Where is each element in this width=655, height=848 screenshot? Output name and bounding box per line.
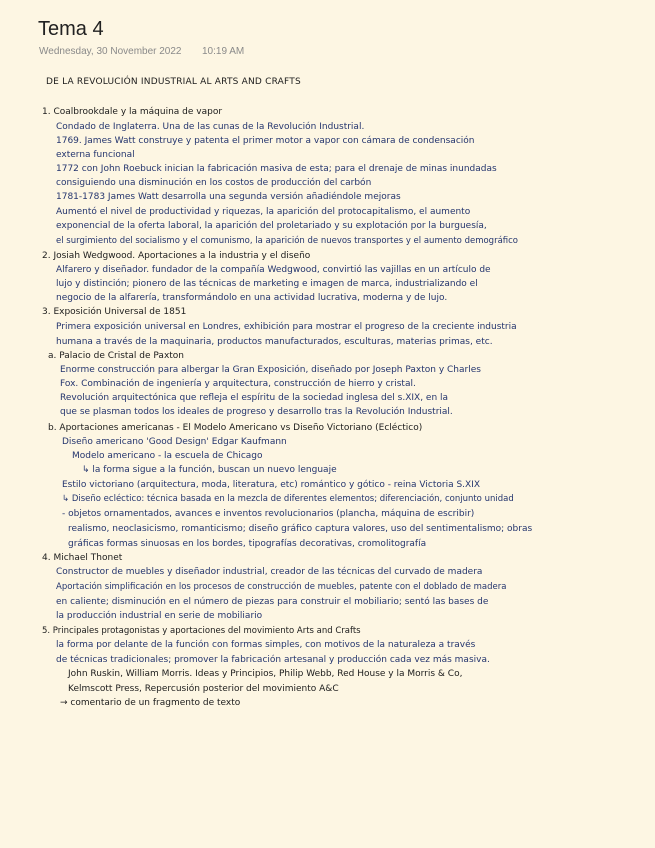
section-title: 4. Michael Thonet (42, 553, 123, 563)
note-line: John Ruskin, William Morris. Ideas y Principios, Philip Webb, Red House y la Morris & Co, (68, 669, 463, 679)
notes-heading: DE LA REVOLUCIÓN INDUSTRIAL AL ARTS AND CRAFTS (46, 77, 301, 87)
note-line: el surgimiento del socialismo y el comunismo, la aparición de nuevos transportes y el aumento demográfico (56, 236, 519, 246)
note-line: Enorme construcción para albergar la Gran Exposición, diseñado por Joseph Paxton y Charles (60, 365, 481, 375)
note-line: lujo y distinción; pionero de las técnicas de marketing e imagen de marca, industrializando el (56, 279, 478, 289)
subsection-title: a. Palacio de Cristal de Paxton (48, 351, 185, 361)
note-line: externa funcional (56, 150, 135, 160)
note-line: ↳ Diseño ecléctico: técnica basada en la mezcla de diferentes elementos; diferenciación, conjunto unidad (62, 494, 514, 504)
note-line: que se plasman todos los ideales de progreso y desarrollo tras la Revolución Industrial. (60, 407, 453, 417)
note-line: Modelo americano - la escuela de Chicago (72, 451, 263, 461)
section-title: 5. Principales protagonistas y aportaciones del movimiento Arts and Crafts (42, 626, 361, 636)
note-line: de técnicas tradicionales; promover la fabricación artesanal y producción cada vez más masiva. (56, 655, 490, 665)
note-line: - objetos ornamentados, avances e inventos revolucionarios (plancha, máquina de escribir) (62, 509, 475, 519)
note-line: Estilo victoriano (arquitectura, moda, literatura, etc) romántico y gótico - reina Victoria S.XIX (62, 480, 480, 490)
section-title: 2. Josiah Wedgwood. Aportaciones a la industria y el diseño (42, 251, 311, 261)
note-line: Constructor de muebles y diseñador industrial, creador de las técnicas del curvado de madera (56, 567, 483, 577)
note-line: negocio de la alfarería, transformándolo en una actividad lucrativa, moderna y de lujo. (56, 293, 448, 303)
note-line: exponencial de la oferta laboral, la aparición del proletariado y su explotación por la burguesía, (56, 221, 487, 231)
subsection-title: b. Aportaciones americanas - El Modelo Americano vs Diseño Victoriano (Ecléctico) (48, 423, 423, 433)
note-line: realismo, neoclasicismo, romanticismo; diseño gráfico captura valores, uso del sentimentalismo; obras (68, 524, 533, 534)
note-line: consiguiendo una disminución en los costos de producción del carbón (56, 178, 372, 188)
note-line: la producción industrial en serie de mobiliario (56, 611, 263, 621)
note-line: gráficas formas sinuosas en los bordes, tipografías decorativas, cromolitografía (68, 539, 427, 549)
note-line: humana a través de la maquinaria, productos manufacturados, esculturas, materias primas, etc. (56, 337, 493, 347)
note-line: la forma por delante de la función con formas simples, con motivos de la naturaleza a través (56, 640, 476, 650)
note-line: Fox. Combinación de ingeniería y arquitectura, construcción de hierro y cristal. (60, 379, 416, 389)
note-line: → comentario de un fragmento de texto (60, 698, 241, 708)
note-line: 1772 con John Roebuck inician la fabricación masiva de esta; para el drenaje de minas inundadas (56, 164, 497, 174)
note-line: Aumentó el nivel de productividad y riquezas, la aparición del protocapitalismo, el aumento (56, 207, 471, 217)
page-date: Wednesday, 30 November 2022 (39, 46, 182, 57)
page-title: Tema 4 (38, 18, 104, 40)
note-line: 1769. James Watt construye y patenta el primer motor a vapor con cámara de condensación (56, 136, 475, 146)
section-title: 3. Exposición Universal de 1851 (42, 307, 187, 317)
note-line: Diseño americano 'Good Design' Edgar Kaufmann (62, 437, 287, 447)
note-line: ↳ la forma sigue a la función, buscan un nuevo lenguaje (82, 465, 337, 475)
note-line: Kelmscott Press, Repercusión posterior del movimiento A&C (68, 684, 339, 694)
note-line: Revolución arquitectónica que refleja el espíritu de la sociedad inglesa del s.XIX, en la (60, 393, 449, 403)
note-line: Condado de Inglaterra. Una de las cunas de la Revolución Industrial. (56, 122, 365, 132)
note-line: Aportación simplificación en los procesos de construcción de muebles, patente con el doblado de madera (56, 582, 507, 592)
section-title: 1. Coalbrookdale y la máquina de vapor (42, 107, 223, 117)
page-time: 10:19 AM (202, 46, 245, 57)
note-line: 1781-1783 James Watt desarrolla una segunda versión añadiéndole mejoras (56, 192, 401, 202)
note-line: en caliente; disminución en el número de piezas para construir el mobiliario; sentó las bases de (56, 597, 489, 607)
note-line: Primera exposición universal en Londres, exhibición para mostrar el progreso de la creciente industria (56, 322, 517, 332)
note-line: Alfarero y diseñador. fundador de la compañía Wedgwood, convirtió las vajillas en un artículo de (56, 265, 491, 275)
